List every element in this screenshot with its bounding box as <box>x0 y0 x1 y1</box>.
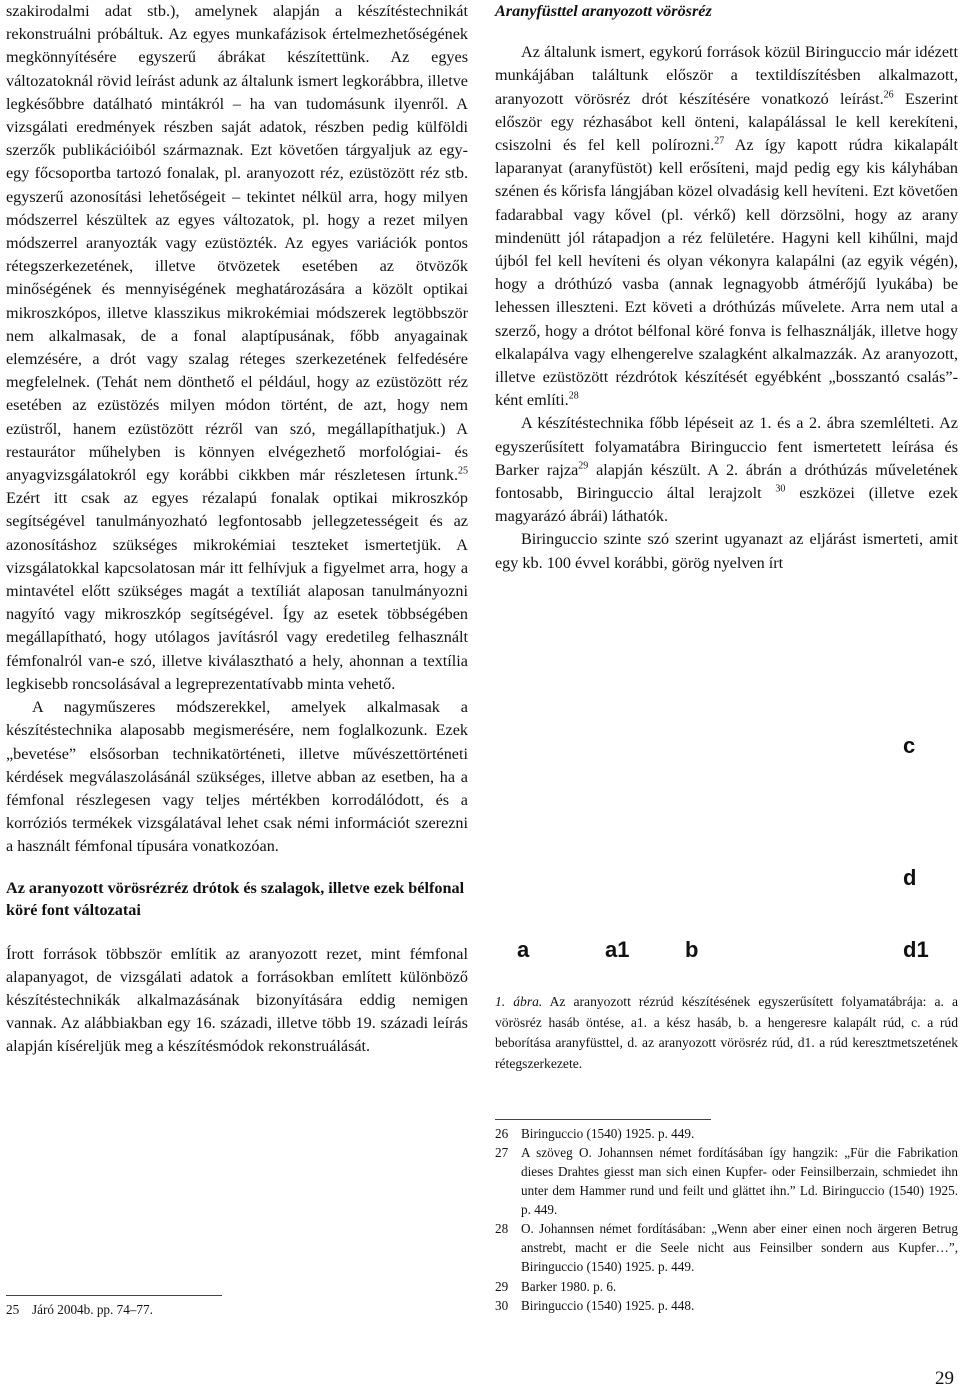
left-paragraph-2: A nagyműszeres módszerekkel, amelyek alkalmasak a készítéstechnika alaposabb megismerésére, nem foglalkozunk. Ezek „bevetése” elsősorban technikatörténeti, illetve művészettörténeti kérdések megválaszolásánál szükséges, illetve abban az esetben, ha a fémfonal részlegesen vagy teljes mértékben korrodálódott, és a korróziós termékek vizsgálatával lehet csak némi információt szerezni a használt fémfonal típusára vonatkozóan. <box>6 698 468 856</box>
figure-caption: 1. ábra. Az aranyozott rézrúd készítésének egyszerűsített folyamatábrája: a. a vörösréz hasáb öntése, a1. a kész hasáb, b. a hengeresre kalapált rúd, c. a rúd beborítása aranyfüsttel, d. az aranyozott vörösréz rúd, d1. a rúd keresztmetszetének rétegszerkezete. <box>495 994 958 1071</box>
section-heading: Az aranyozott vörösrézréz drótok és szalagok, illetve ezek bélfonal köré font változatai <box>6 878 465 919</box>
figure-1 <box>495 655 958 985</box>
figure-label-c: c <box>903 733 916 758</box>
subsection-heading: Aranyfüsttel aranyozott vörösréz <box>495 2 712 20</box>
footnote-30: 30 Biringuccio (1540) 1925. p. 448. <box>495 1298 695 1313</box>
footnote-25: 25 Járó 2004b. pp. 74–77. <box>6 1302 153 1317</box>
figure-label-a1: a1 <box>605 937 630 962</box>
left-paragraph-3: Írott források többször említik az aranyozott rezet, mint fémfonal alapanyagot, de vizsgálati adatok a forrásokban említett különböző készítéstechnikák alkalmazásának bizonyítására eddig nemigen vannak. Az alábbiakban egy 16. századi, illetve több 19. századi leírás alapján kíséreljük meg a készítésmódok rekonstruálását. <box>6 944 468 1056</box>
figure-label-b: b <box>685 937 699 962</box>
footnote-27: 27 A szöveg O. Johannsen német fordításában így hangzik: „Für die Fabrikation dieses Drahtes giesst man sich einen Kupfer- oder Feinsilberzain, schmiedet ihn unter dem Hammer rund und feilt und glättet ihn.” Ld. Biringuccio (1540) 1925. p. 449. <box>495 1145 958 1217</box>
right-paragraph-1: Az általunk ismert, egykorú források közül Biringuccio már idézett munkájában találtunk először a textildíszítésben alkalmazott, aranyozott vörösréz drót készítésére vonatkozó leírást.$^{26}$ Eszerint először egy rézhasábot kell önteni, kalapálással le kell kerekíteni, csiszolni és fel kell polírozni.$^{27}$ Az így kapott rúdra kikalapált laparanyat (aranyfüstöt) kell erősíteni, majd pedig egy kis kályhában szénen és kőrisfa lángjában közel olvadásig kell hevíteni. Ezt követően fadarabbal vagy kővel (pl. vérkő) kell dörzsölni, hogy az arany mindenütt jól rátapadjon a réz felületére. Hagyni kell kihűlni, majd újból fel kell hevíteni és olyan vékonyra kalapálni (az egyik végén), hogy a dróthúzó vasba (annak legnagyobb átmérőjű lyukába) be lehessen illeszteni. Ezt követi a dróthúzás művelete. Arra nem utal a szerző, hogy a drótot bélfonal köré fonva is felhasználják, illetve hogy elkalapálva vagy elhengerelve szalagként alkalmazzák. Az aranyozott, illetve ezüstözött rézdrótok készítését egyébként „bosszantó csalás”-ként említi.$^{28}$ <box>495 43 959 410</box>
footnote-rule-left <box>6 1295 222 1296</box>
footnote-26: 26 Biringuccio (1540) 1925. p. 449. <box>495 1126 695 1141</box>
footnote-29: 29 Barker 1980. p. 6. <box>495 1279 617 1294</box>
left-column <box>6 0 468 1059</box>
right-column <box>495 0 958 575</box>
footnote-28: 28 O. Johannsen német fordításában: „Wenn aber einer einen noch ärgeren Betrug anstrebt, macht er die Seele nicht aus Feinsilber sondern aus Kupfer…”, Biringuccio (1540) 1925. p. 449. <box>495 1221 958 1274</box>
right-paragraph-2: A készítéstechnika főbb lépéseit az 1. és a 2. ábra szemlélteti. Az egyszerűsített folyamatábra Biringuccio fent ismertetett leírása és Barker rajza$^{29}$ alapján készült. A 2. ábrán a dróthúzás műveletének fontosabb, Biringuccio által lerajzolt $^{30}$ eszközei (illetve ezek magyarázó ábrái) láthatók. <box>495 414 959 526</box>
figure-label-a: a <box>517 937 530 962</box>
figure-label-d1: d1 <box>903 937 929 962</box>
left-paragraph-1: szakirodalmi adat stb.), amelynek alapján a készítéstechnikát rekonstruálni próbáltuk. Az egyes munkafázisok értelmezhetőségének megkönnyítésére egyszerű ábrákat készítettünk. Az egyes változatoknál rövid leírást adunk az általunk ismert legkorábbra, illetve legkésőbbre datálható mintákról – ha van tudomásunk ilyenről. A vizsgálati eredmények részben saját adatok, részben pedig külföldi szerzők publikációiból származnak. Ezt követően tárgyaljuk az egy-egy főcsoportba tartozó fonalak, pl. aranyozott réz, ezüstözött réz stb. egyszerű azonosítási lehetőségeit – tekintet nélkül arra, hogy milyen módszerrel készültek az egyes változatok, pl. hogy a rezet milyen módszerrel aranyozták vagy ezüstözték. Az egyes variációk pontos rétegszerkezetének, illetve ötvözetek esetében az ötvözők minőségének és mennyiségének meghatározására a közölt optikai mikroszkópos, illetve klasszikus mikrokémiai módszerek legtöbbször nem alkalmasak, de a fonal alaptípusának, főbb anyagainak elemzésére, a drót vagy szalag réteges szerkezetének felfedésére megfelelnek. (Tehát nem dönthető el például, hogy az ezüstözött réz esetében az ezüstözés milyen módon történt, de azt, hogy nem ezüstről, hanem ezüstözött rézről van szó, megállapíthatjuk.) A restaurátor műhelyben is könnyen elvégezhető morfológiai- és anyagvizsgálatokról egy korábbi cikkben már részletesen írtunk.$^{25}$ Ezért itt csak az egyes rézalapú fonalak optikai mikroszkóp segítségével tanulmányozható legfontosabb jellegzetességeit és az azonosításhoz szükséges mikrokémiai teszteket ismertetjük. A vizsgálatokkal kapcsolatosan már itt felhívjuk a figyelmet arra, hogy a mintavétel előtt szükséges magát a textíliát alaposan tanulmányozni nagyító vagy mikroszkóp segítségével. Így az esetek többségében megállapítható, hogy utólagos javításról vagy eredetileg felhasznált fémfonalról van-e szó, illetve kiválasztható a hely, ahonnan a textília legkisebb roncsolásával a legreprezentatívabb minta vehető. <box>6 2 468 693</box>
page-number: 29 <box>935 1368 954 1389</box>
figure-label-d: d <box>903 865 917 890</box>
footnote-rule-right <box>495 1119 711 1120</box>
right-paragraph-3: Biringuccio szinte szó szerint ugyanazt az eljárást ismerteti, amit egy kb. 100 évvel korábbi, görög nyelven írt <box>495 530 958 572</box>
